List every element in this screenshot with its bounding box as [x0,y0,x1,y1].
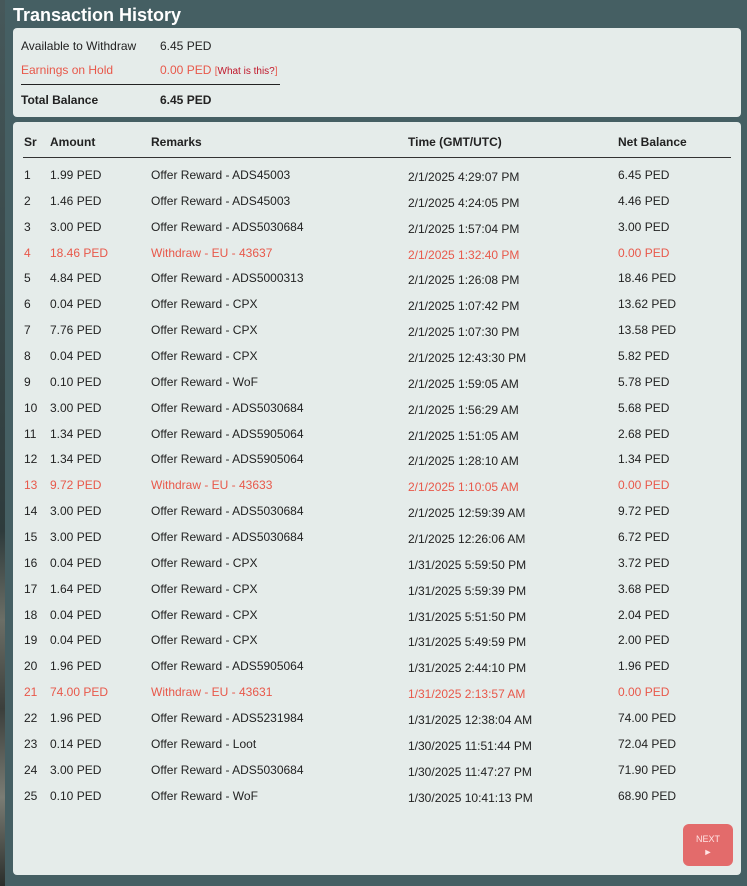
cell-amount: 0.10 PED [50,374,102,389]
cell-amount: 1.96 PED [50,711,102,726]
cell-time: 1/30/2025 11:47:27 PM [408,764,532,779]
cell-amount: 18.46 PED [50,245,109,260]
cell-net-balance: 71.90 PED [618,762,677,777]
cell-net-balance: 6.72 PED [618,530,670,545]
cell-time: 2/1/2025 1:56:29 AM [408,402,519,417]
table-header [23,135,731,158]
table-row [23,424,731,450]
cell-sr: 4 [24,245,31,260]
cell-time: 2/1/2025 12:43:30 PM [408,351,527,366]
cell-amount: 0.04 PED [50,607,102,622]
cell-time: 1/30/2025 10:41:13 PM [408,790,533,805]
total-label: Total Balance [21,93,99,107]
cell-time: 2/1/2025 1:26:08 PM [408,273,520,288]
play-arrow-icon: ► [703,846,713,857]
cell-time: 2/1/2025 12:26:06 AM [408,532,526,547]
cell-remarks: Offer Reward - ADS5905064 [151,659,304,674]
cell-remarks: Offer Reward - CPX [151,633,258,648]
cell-net-balance: 5.82 PED [618,349,670,364]
cell-remarks: Offer Reward - CPX [151,323,258,338]
cell-remarks: Offer Reward - CPX [151,555,258,570]
cell-net-balance: 2.00 PED [618,633,670,648]
page-title: Transaction History [13,5,182,25]
hold-help [215,66,278,77]
cell-amount: 0.14 PED [50,736,102,751]
table-row [23,501,731,527]
cell-remarks: Offer Reward - CPX [151,297,258,312]
next-label: NEXT [695,833,720,844]
cell-amount: 4.84 PED [50,271,102,286]
cell-amount: 74.00 PED [50,685,109,700]
table-row [23,630,731,656]
table-row [23,268,731,294]
header-remarks: Remarks [151,135,202,149]
help-bracket-close: ] [274,66,278,77]
table-row [23,527,731,553]
cell-remarks: Offer Reward - ADS5905064 [151,426,304,441]
cell-net-balance: 0.00 PED [618,245,670,260]
cell-remarks: Offer Reward - CPX [151,607,258,622]
hold-label: Earnings on Hold [21,63,114,77]
cell-time: 1/31/2025 5:59:50 PM [408,557,527,572]
header-net-balance: Net Balance [618,135,687,149]
cell-time: 2/1/2025 1:32:40 PM [408,247,520,262]
cell-sr: 13 [24,478,38,493]
table-row [23,708,731,734]
cell-net-balance: 72.04 PED [618,736,677,751]
table-row [23,682,731,708]
cell-net-balance: 9.72 PED [618,504,670,519]
cell-time: 2/1/2025 12:59:39 AM [408,506,526,521]
table-row [23,398,731,424]
cell-sr: 16 [24,555,38,570]
cell-net-balance: 0.00 PED [618,685,670,700]
cell-amount: 1.46 PED [50,193,102,208]
cell-sr: 19 [24,633,38,648]
cell-net-balance: 18.46 PED [618,271,677,286]
table-row [23,553,731,579]
cell-net-balance: 2.68 PED [618,426,670,441]
cell-net-balance: 5.78 PED [618,374,670,389]
cell-time: 2/1/2025 1:28:10 AM [408,454,519,469]
table-row [23,734,731,760]
cell-amount: 0.04 PED [50,349,102,364]
table-row [23,294,731,320]
cell-net-balance: 0.00 PED [618,478,670,493]
cell-time: 2/1/2025 1:10:05 AM [408,480,519,495]
cell-remarks: Offer Reward - CPX [151,581,258,596]
cell-remarks: Offer Reward - ADS5030684 [151,504,304,519]
cell-amount: 7.76 PED [50,323,102,338]
transaction-table [13,122,741,875]
cell-net-balance: 3.00 PED [618,219,670,234]
cell-amount: 3.00 PED [50,530,102,545]
cell-time: 2/1/2025 4:29:07 PM [408,170,520,184]
cell-remarks: Offer Reward - WoF [151,788,258,803]
cell-net-balance: 13.62 PED [618,297,677,312]
cell-amount: 0.04 PED [50,297,102,312]
cell-net-balance: 1.96 PED [618,659,670,674]
cell-amount: 0.04 PED [50,555,102,570]
cell-net-balance: 5.68 PED [618,400,670,415]
cell-remarks: Withdraw - EU - 43631 [151,685,273,700]
cell-sr: 17 [24,581,38,596]
table-row [23,320,731,346]
table-row [23,605,731,631]
cell-amount: 9.72 PED [50,478,102,493]
cell-remarks: Offer Reward - Loot [151,736,257,751]
cell-sr: 18 [24,607,38,622]
cell-time: 2/1/2025 1:51:05 AM [408,428,519,443]
cell-sr: 5 [24,271,31,286]
cell-amount: 1.34 PED [50,452,102,467]
cell-sr: 21 [24,685,38,700]
table-row [23,346,731,372]
cell-time: 2/1/2025 1:57:04 PM [408,221,520,236]
cell-amount: 3.00 PED [50,504,102,519]
cell-sr: 7 [24,323,31,338]
cell-remarks: Offer Reward - ADS5030684 [151,219,304,234]
cell-sr: 12 [24,452,38,467]
available-value: 6.45 PED [160,39,212,53]
cell-sr: 2 [24,193,31,208]
cell-amount: 3.00 PED [50,219,102,234]
cell-sr: 23 [24,736,38,751]
cell-sr: 3 [24,219,31,234]
cell-remarks: Offer Reward - ADS45003 [151,168,291,182]
cell-remarks: Offer Reward - ADS45003 [151,193,291,208]
cell-time: 2/1/2025 1:07:42 PM [408,299,520,314]
help-bracket-open: [ [214,66,218,77]
cell-remarks: Offer Reward - ADS5231984 [151,711,304,726]
cell-net-balance: 3.68 PED [618,581,670,596]
cell-sr: 24 [24,762,38,777]
cell-sr: 1 [24,168,31,182]
table-row [23,191,731,217]
cell-amount: 1.96 PED [50,659,102,674]
cell-net-balance: 6.45 PED [618,168,670,182]
table-row [23,760,731,786]
table-row [23,165,731,191]
cell-sr: 15 [24,530,38,545]
cell-sr: 14 [24,504,38,519]
cell-time: 1/31/2025 5:51:50 PM [408,609,527,624]
cell-remarks: Offer Reward - WoF [151,374,258,389]
cell-sr: 10 [24,400,38,415]
cell-remarks: Offer Reward - ADS5000313 [151,271,304,286]
cell-time: 1/30/2025 11:51:44 PM [408,738,532,753]
table-row [23,243,731,269]
cell-remarks: Withdraw - EU - 43633 [151,478,273,493]
cell-net-balance: 1.34 PED [618,452,670,467]
cell-time: 1/31/2025 5:59:39 PM [408,583,527,598]
summary-divider [21,84,280,85]
cell-net-balance: 2.04 PED [618,607,670,622]
cell-net-balance: 4.46 PED [618,193,670,208]
cell-remarks: Offer Reward - ADS5030684 [151,762,304,777]
table-row [23,217,731,243]
cell-net-balance: 74.00 PED [618,711,677,726]
total-value: 6.45 PED [160,93,212,107]
table-row [23,786,731,812]
cell-amount: 1.64 PED [50,581,102,596]
next-button[interactable] [683,824,733,866]
cell-time: 1/31/2025 2:13:57 AM [408,687,526,702]
cell-remarks: Offer Reward - ADS5030684 [151,530,304,545]
cell-amount: 0.04 PED [50,633,102,648]
cell-sr: 9 [24,374,31,389]
cell-time: 2/1/2025 4:24:05 PM [408,195,520,210]
cell-sr: 22 [24,711,38,726]
available-label: Available to Withdraw [21,39,137,53]
header-sr: Sr [24,135,37,149]
cell-sr: 8 [24,349,31,364]
cell-remarks: Offer Reward - CPX [151,349,258,364]
table-row [23,475,731,501]
cell-amount: 1.34 PED [50,426,102,441]
cell-remarks: Withdraw - EU - 43637 [151,245,273,260]
cell-amount: 0.10 PED [50,788,102,803]
hold-value-group [160,63,278,77]
cell-remarks: Offer Reward - ADS5030684 [151,400,304,415]
table-row [23,579,731,605]
cell-net-balance: 3.72 PED [618,555,670,570]
header-amount: Amount [50,135,96,149]
cell-amount: 3.00 PED [50,762,102,777]
cell-time: 1/31/2025 2:44:10 PM [408,661,527,676]
cell-amount: 3.00 PED [50,400,102,415]
table-row [23,372,731,398]
cell-time: 1/31/2025 12:38:04 AM [408,713,533,728]
cell-time: 2/1/2025 1:59:05 AM [408,376,519,391]
cell-sr: 6 [24,297,31,312]
table-row [23,449,731,475]
cell-time: 2/1/2025 1:07:30 PM [408,325,520,340]
header-time: Time (GMT/UTC) [408,135,502,149]
table-row [23,656,731,682]
cell-sr: 11 [24,426,37,441]
cell-net-balance: 68.90 PED [618,788,677,803]
hold-value: 0.00 PED [160,63,212,77]
balance-summary [13,28,741,117]
cell-time: 1/31/2025 5:49:59 PM [408,635,527,650]
cell-sr: 25 [24,788,38,803]
cell-net-balance: 13.58 PED [618,323,677,338]
cell-remarks: Offer Reward - ADS5905064 [151,452,304,467]
cell-amount: 1.99 PED [50,168,102,182]
cell-sr: 20 [24,659,38,674]
what-is-this-link[interactable]: What is this? [217,66,275,77]
table-body [23,165,731,811]
